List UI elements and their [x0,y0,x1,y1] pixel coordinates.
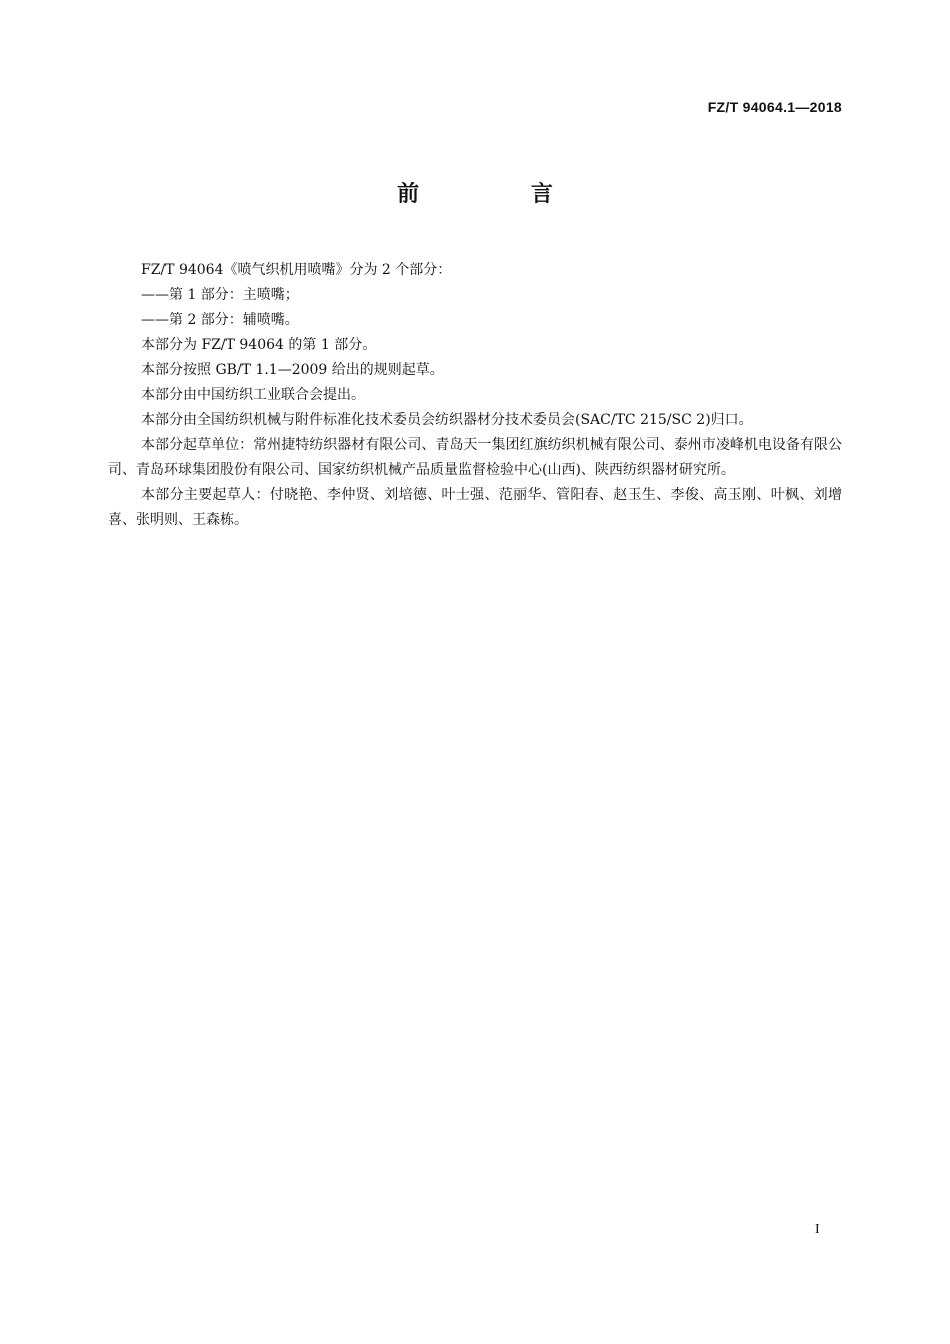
paragraph-part-1: ——第 1 部分：主喷嘴； [141,287,299,303]
paragraph-this-part: 本部分为 FZ/T 94064 的第 1 部分。 [141,337,377,353]
paragraph-drafting-rules: 本部分按照 GB/T 1.1—2009 给出的规则起草。 [141,362,444,378]
paragraph-drafting-units: 本部分起草单位：常州捷特纺织器材有限公司、青岛天一集团红旗纺织机械有限公司、泰州市凌峰机电设备有限公司、青岛环球集团股份有限公司、国家纺织机械产品质量监督检验中心(山西)、陕西纺织器材研究所。 [108,437,842,478]
paragraph-proposed-by: 本部分由中国纺织工业联合会提出。 [141,387,365,403]
page-number: I [815,1222,820,1237]
page-title: 前 言 [397,182,605,207]
paragraph-administered-by: 本部分由全国纺织机械与附件标准化技术委员会纺织器材分技术委员会(SAC/TC 215/SC 2)归口。 [141,412,753,428]
paragraph-drafters: 本部分主要起草人：付晓艳、李仲贤、刘培德、叶士强、范丽华、管阳春、赵玉生、李俊、高玉刚、叶枫、刘增喜、张明则、王森栋。 [108,487,842,528]
standard-number: FZ/T 94064.1—2018 [707,99,842,115]
foreword-body [108,258,842,533]
paragraph-part-2: ——第 2 部分：辅喷嘴。 [141,312,299,328]
paragraph-parts-intro: FZ/T 94064《喷气织机用喷嘴》分为 2 个部分： [141,262,452,278]
